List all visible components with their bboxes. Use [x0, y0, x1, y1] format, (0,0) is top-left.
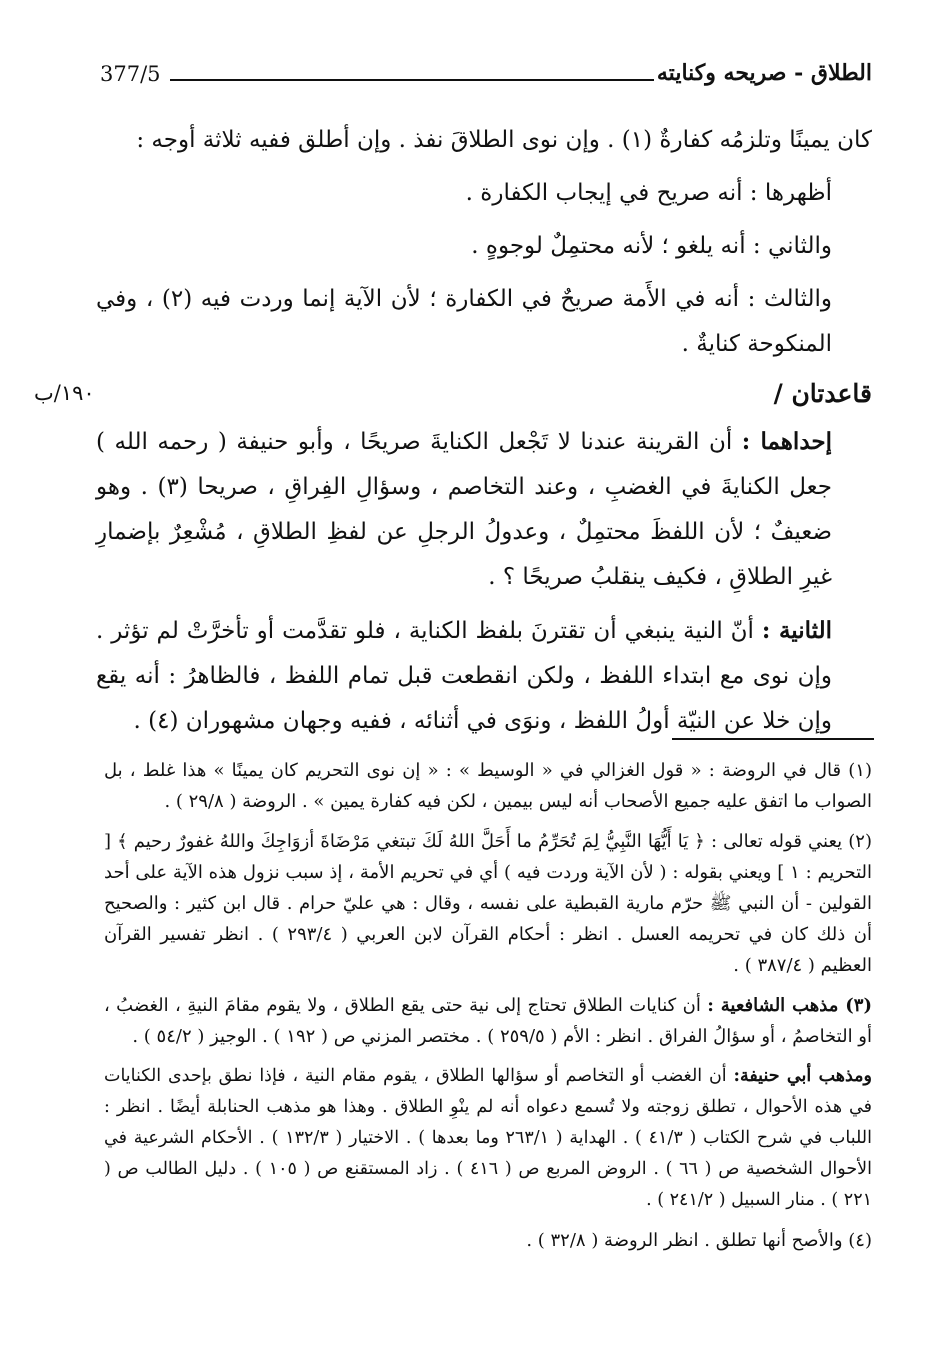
- running-header: [100, 58, 872, 92]
- page-reference: 377/5: [100, 62, 161, 86]
- paragraph: أظهرها : أنه صريح في إيجاب الكفارة .: [465, 180, 832, 206]
- paragraph: والثالث : أنه في الأَمة صريحٌ في الكفارة ؛ لأن الآية إنما وردت فيه (٢) ، وفي المنكوحة كنايةٌ .: [96, 286, 832, 357]
- paragraph: والثاني : أنه يلغو ؛ لأنه محتمِلٌ لوجوهٍ .: [471, 233, 832, 259]
- margin-folio-note: ١٩٠/ب: [34, 381, 95, 405]
- section-heading: قاعدتان /: [773, 379, 872, 408]
- section-heading-row: [34, 371, 872, 419]
- footnote: [104, 990, 872, 1052]
- footnote: (٢) يعني قوله تعالى : ﴿ يَا أَيُّهَا النَّبِيُّ لِمَ تُحَرِّمُ ما أَحَلَّ اللهُ لَكَ تبتغي مَرْضَاةَ أزوَاجِكَ واللهُ غفورٌ رحيم ﴾ [ التحريم : ١ ] ويعني بقوله : ( لأن الآية وردت فيه ) أي في تحريم الأمة ، إذ سبب نزول هذه الآية على أحد القولين - أن النبي ﷺ حرّم مارية القبطية على نفسه ، وقال : هي عليّ حرام . قال ابن كثير : والصحيح أن ذلك كان في تحريمه العسل . انظر : أحكام القرآن لابن العربي ( ٢٩٣/٤ ) . انظر تفسير القرآن العظيم ( ٣٨٧/٤ ) .: [104, 831, 872, 976]
- paragraph-text: أن القرينة عندنا لا تَجْعل الكنايةَ صريحًا ، وأبو حنيفة ( رحمه الله ) جعل الكنايةَ في الغضبِ ، وعند التخاصم ، وسؤالِ الفِراقِ ، صريحا (٣) . وهو ضعيفٌ ؛ لأن اللفظَ محتمِلٌ ، وعدولُ الرجلِ عن لفظِ الطلاقِ ، مُشْعِرٌ بإضمارِ غيرِ الطلاقِ ، فكيف ينقلبُ صريحًا ؟ .: [96, 429, 832, 590]
- paragraph: [96, 419, 872, 600]
- footnote: [104, 1061, 872, 1216]
- footnote-separator: [672, 738, 874, 740]
- paragraph-label: الثانية :: [761, 617, 832, 644]
- paragraph: [96, 608, 872, 744]
- footnote: (١) قال في الروضة : « قول الغزالي في « الوسيط » : « إن نوى التحريم كان يمينًا » هذا غلط ، بل الصواب ما اتفق عليه جميع الأصحاب أنه ليس بيمين ، لكن فيه كفارة يمين » . الروضة ( ٢٩/٨ ) .: [104, 760, 872, 812]
- paragraph-text: أنّ النية ينبغي أن تقترنَ بلفظ الكناية ، فلو تقدَّمت أو تأخرَّتْ لم تؤثر . وإن نوى مع ابتداء اللفظ ، ولكن انقطعت قبل تمام اللفظ ، فالظاهرُ : أنه يقع وإن خلا عن النيّة أولُ اللفظ ، ونوَى في أثنائه ، ففيه وجهان مشهوران (٤) .: [96, 618, 832, 734]
- header-rule: [170, 79, 654, 81]
- footnote-label: (٣) مذهب الشافعية :: [707, 995, 872, 1016]
- running-title: الطلاق - صريحه وكنايته: [656, 60, 872, 86]
- footnote-text: أن كنايات الطلاق تحتاج إلى نية حتى يقع الطلاق ، ولا يقوم مقامَ النيةِ ، الغضبُ ، أو التخاصمُ ، أو سؤالُ الفراق . انظر : الأم ( ٢٥٩/٥ ) . مختصر المزني ص ( ١٩٢ ) . الوجيز ( ٥٤/٢ ) .: [104, 995, 872, 1047]
- footnote: (٤) والأصح أنها تطلق . انظر الروضة ( ٣٢/٨ ) .: [526, 1230, 872, 1251]
- paragraph-label: إحداهما :: [741, 428, 832, 455]
- footnote-text: أن الغضب أو التخاصم أو سؤالها الطلاق ، يقوم مقام النية ، فإذا نطق بإحدى الكنايات في هذه الأحوال ، تطلق زوجته ولا تُسمع دعواه أنه لم ينْوِ الطلاق . وهذا هو مذهب الحنابلة أيضًا . انظر : اللباب في شرح الكتاب ( ٤١/٣ ) . الهداية ( ٢٦٣/١ وما بعدها ) . الاختيار ( ١٣٢/٣ ) . الأحكام الشرعية في الأحوال الشخصية ص ( ٦٦ ) . الروض المربع ص ( ٤١٦ ) . زاد المستقنع ص ( ١٠٥ ) . دليل الطالب ص ( ٢٢١ ) . منار السبيل ( ٢٤١/٢ ) .: [104, 1066, 872, 1210]
- main-text: [34, 118, 872, 744]
- footnotes: [104, 755, 872, 1265]
- paragraph: كان يمينًا وتلزمُه كفارةٌ (١) . وإن نوى الطلاقَ نفذ . وإن أطلق ففيه ثلاثة أوجه :: [136, 127, 872, 153]
- footnote-label: ومذهب أبي حنيفة:: [733, 1066, 872, 1086]
